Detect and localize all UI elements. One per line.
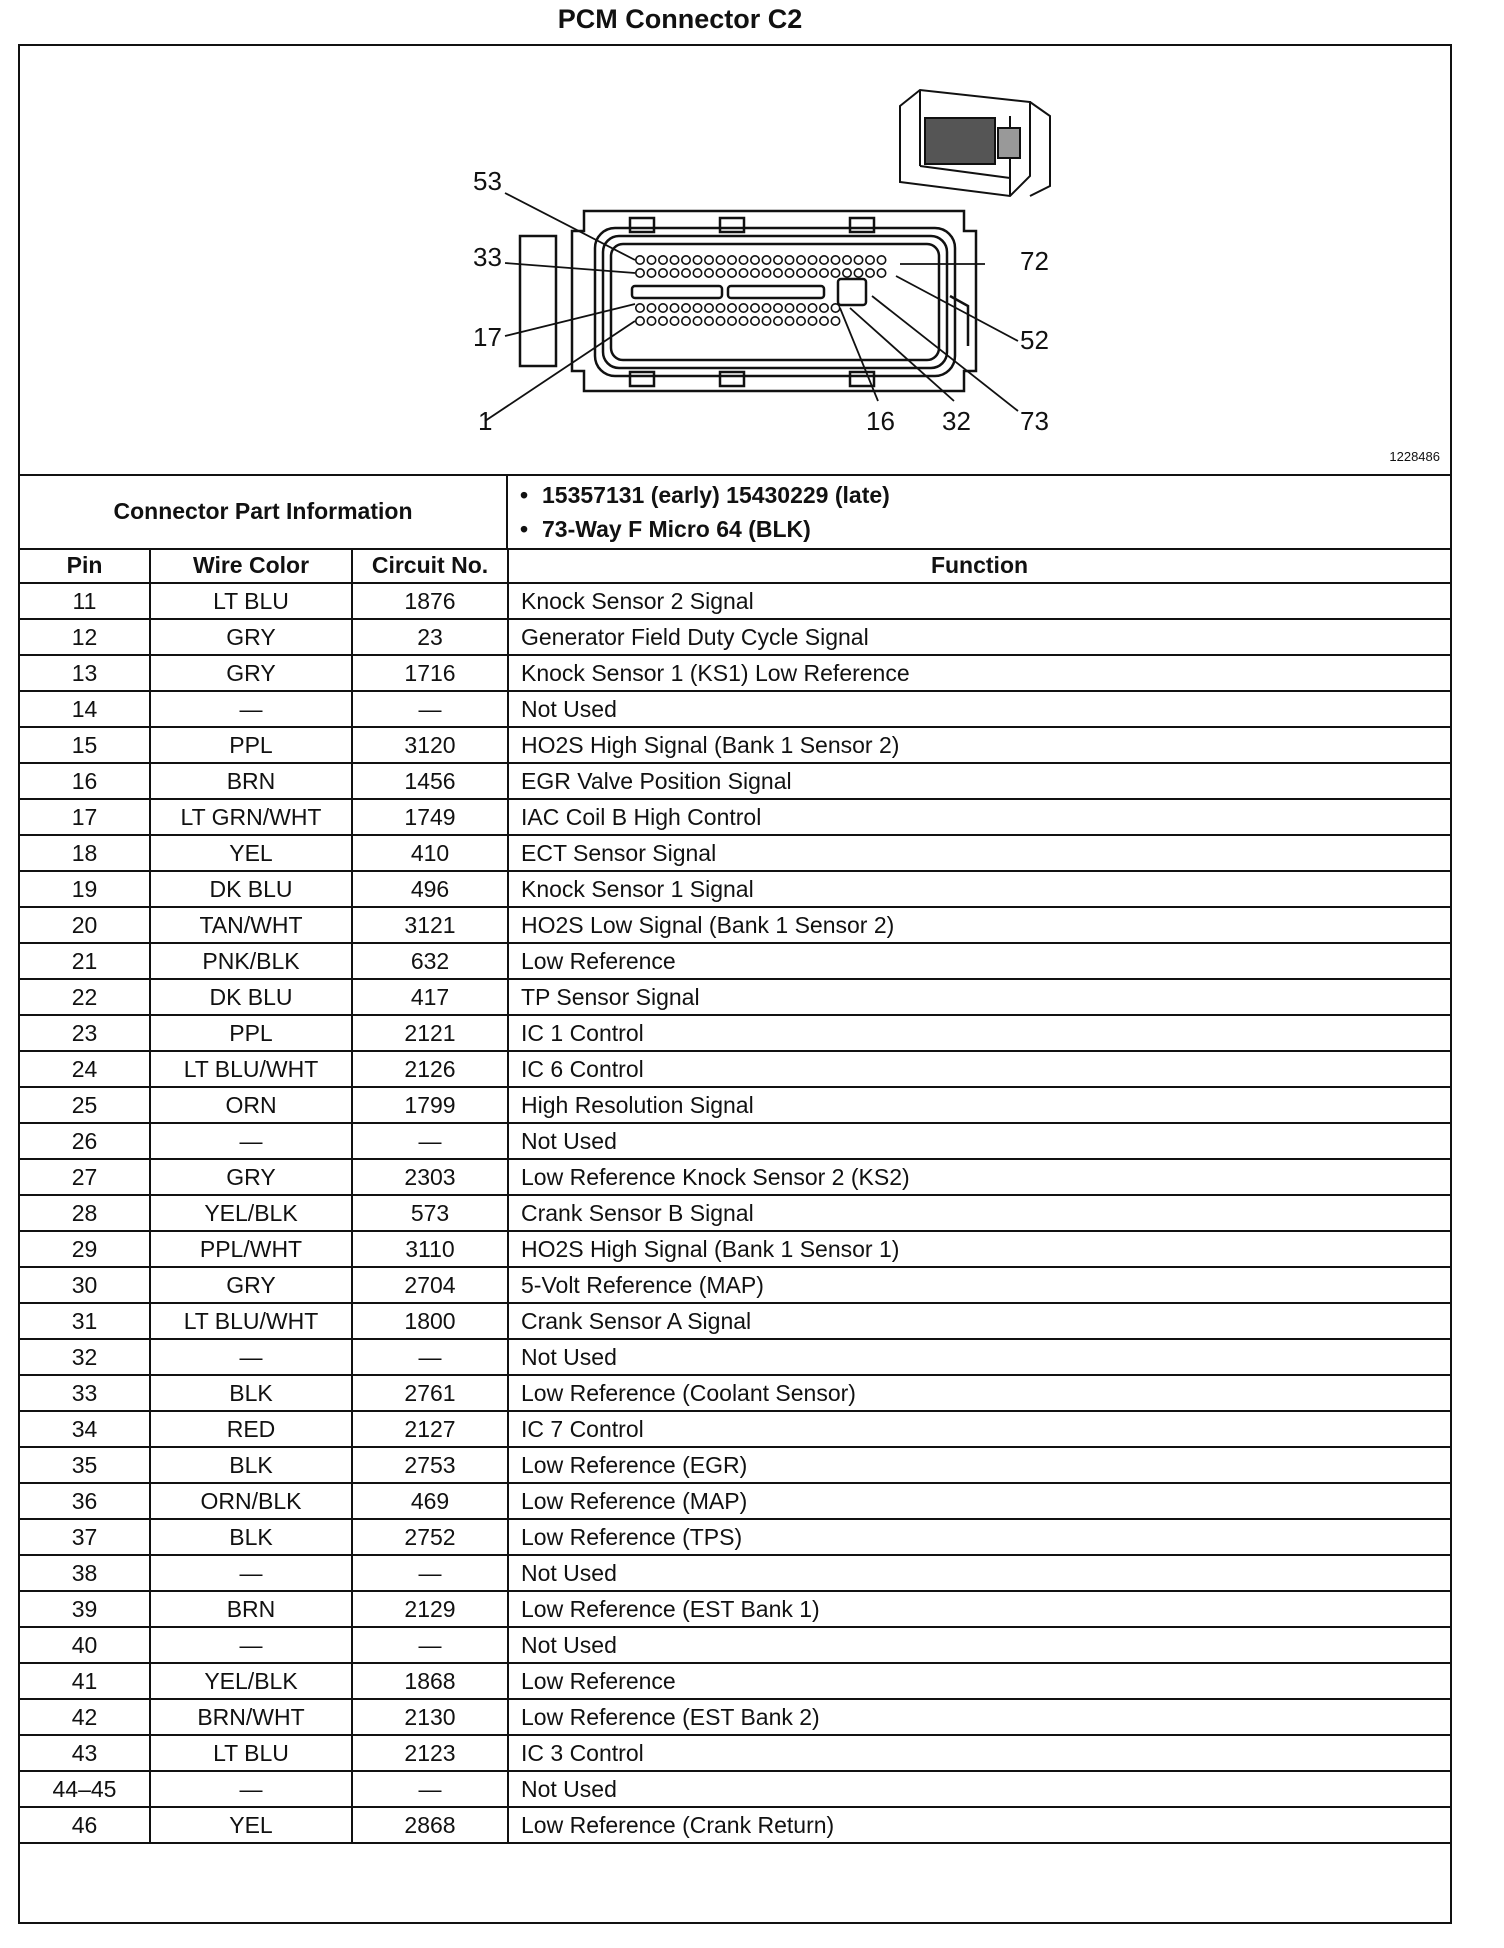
wire-color-cell: GRY xyxy=(150,619,352,655)
connector-3d-icon xyxy=(900,90,1050,196)
table-row xyxy=(20,763,1450,799)
circuit-no-cell: 410 xyxy=(352,835,508,871)
connector-drawing xyxy=(20,46,1450,472)
callout-53: 53 xyxy=(473,166,502,196)
pin-cavity xyxy=(739,317,747,325)
pin-cavity xyxy=(716,256,724,264)
function-cell: 5-Volt Reference (MAP) xyxy=(508,1267,1450,1303)
pin-cell: 11 xyxy=(20,583,150,619)
pin-cavity xyxy=(785,317,793,325)
pin-cavity xyxy=(647,317,655,325)
pin-cell: 32 xyxy=(20,1339,150,1375)
function-cell: IC 7 Control xyxy=(508,1411,1450,1447)
connector-face xyxy=(520,211,976,391)
wire-color-cell: YEL xyxy=(150,835,352,871)
pin-cavity xyxy=(820,317,828,325)
part-number: • 15357131 (early) 15430229 (late) xyxy=(542,478,1450,512)
pin-cavity xyxy=(728,304,736,312)
circuit-no-cell: 2303 xyxy=(352,1159,508,1195)
wire-color-cell: — xyxy=(150,1627,352,1663)
pin-cavity xyxy=(866,256,874,264)
pin-cavity xyxy=(797,304,805,312)
pin-cavity xyxy=(705,317,713,325)
table-row xyxy=(20,655,1450,691)
circuit-no-cell: 2753 xyxy=(352,1447,508,1483)
function-cell: Not Used xyxy=(508,1123,1450,1159)
part-info-list xyxy=(508,474,1450,548)
pin-cavity xyxy=(636,269,644,277)
wire-color-cell: BLK xyxy=(150,1519,352,1555)
function-cell: ECT Sensor Signal xyxy=(508,835,1450,871)
function-cell: Low Reference xyxy=(508,1663,1450,1699)
figure-id: 1228486 xyxy=(1389,449,1440,464)
pin-cavity xyxy=(682,256,690,264)
wire-color-cell: YEL xyxy=(150,1807,352,1843)
pin-cavity xyxy=(843,269,851,277)
function-cell: Not Used xyxy=(508,1555,1450,1591)
pin-cavity xyxy=(716,304,724,312)
pin-cavity xyxy=(705,304,713,312)
table-row xyxy=(20,1627,1450,1663)
wire-color-cell: DK BLU xyxy=(150,871,352,907)
pin-cavity xyxy=(751,317,759,325)
pin-grid xyxy=(636,256,886,325)
wire-color-cell: DK BLU xyxy=(150,979,352,1015)
pinout-table xyxy=(20,548,1450,1844)
table-row xyxy=(20,691,1450,727)
pin-cell: 23 xyxy=(20,1015,150,1051)
wire-color-cell: LT BLU xyxy=(150,583,352,619)
wire-color-cell: LT BLU xyxy=(150,1735,352,1771)
pin-cavity xyxy=(820,269,828,277)
circuit-no-cell: 2868 xyxy=(352,1807,508,1843)
pin-cavity xyxy=(659,317,667,325)
pin-cell: 43 xyxy=(20,1735,150,1771)
pin-cell: 20 xyxy=(20,907,150,943)
pin-cavity xyxy=(705,256,713,264)
pin-cavity xyxy=(659,269,667,277)
table-row xyxy=(20,1087,1450,1123)
function-cell: Low Reference (MAP) xyxy=(508,1483,1450,1519)
function-cell: TP Sensor Signal xyxy=(508,979,1450,1015)
pin-cavity xyxy=(647,269,655,277)
function-cell: Not Used xyxy=(508,691,1450,727)
table-row xyxy=(20,1267,1450,1303)
pin-cavity xyxy=(762,304,770,312)
table-row xyxy=(20,1771,1450,1807)
pin-cell: 18 xyxy=(20,835,150,871)
connector-diagram xyxy=(20,46,1450,476)
circuit-no-cell: 3121 xyxy=(352,907,508,943)
pin-cavity xyxy=(797,269,805,277)
table-row xyxy=(20,1159,1450,1195)
function-cell: HO2S High Signal (Bank 1 Sensor 1) xyxy=(508,1231,1450,1267)
pin-cell: 25 xyxy=(20,1087,150,1123)
pin-cavity xyxy=(785,269,793,277)
circuit-no-cell: 496 xyxy=(352,871,508,907)
pin-cell: 36 xyxy=(20,1483,150,1519)
function-cell: IAC Coil B High Control xyxy=(508,799,1450,835)
table-row xyxy=(20,871,1450,907)
pin-cavity xyxy=(636,304,644,312)
header-pin: Pin xyxy=(20,548,150,583)
pin-cell: 21 xyxy=(20,943,150,979)
callout-1: 1 xyxy=(478,406,493,436)
wire-color-cell: — xyxy=(150,1771,352,1807)
function-cell: Knock Sensor 2 Signal xyxy=(508,583,1450,619)
pin-cavity xyxy=(636,256,644,264)
wire-color-cell: PPL xyxy=(150,727,352,763)
circuit-no-cell: — xyxy=(352,1771,508,1807)
callout-52: 52 xyxy=(1020,325,1049,355)
circuit-no-cell: 2121 xyxy=(352,1015,508,1051)
pin-cavity xyxy=(808,317,816,325)
table-row xyxy=(20,1375,1450,1411)
function-cell: IC 1 Control xyxy=(508,1015,1450,1051)
part-info-label: Connector Part Information xyxy=(20,474,508,548)
header-function: Function xyxy=(508,548,1450,583)
pin-cavity xyxy=(785,256,793,264)
pin-cavity xyxy=(797,317,805,325)
header-circuit-no: Circuit No. xyxy=(352,548,508,583)
table-row xyxy=(20,1555,1450,1591)
pin-cavity xyxy=(682,317,690,325)
pin-cavity xyxy=(808,304,816,312)
pin-cavity xyxy=(820,256,828,264)
pin-cavity xyxy=(854,269,862,277)
circuit-no-cell: 2761 xyxy=(352,1375,508,1411)
pin-cell: 33 xyxy=(20,1375,150,1411)
function-cell: Not Used xyxy=(508,1627,1450,1663)
pin-cavity xyxy=(762,269,770,277)
function-cell: Not Used xyxy=(508,1771,1450,1807)
pin-cavity xyxy=(693,304,701,312)
pin-cavity xyxy=(831,304,839,312)
pin-cavity xyxy=(693,269,701,277)
table-header-row xyxy=(20,548,1450,583)
wire-color-cell: RED xyxy=(150,1411,352,1447)
function-cell: Knock Sensor 1 Signal xyxy=(508,871,1450,907)
pin-cavity xyxy=(751,256,759,264)
pin-cell: 35 xyxy=(20,1447,150,1483)
wire-color-cell: BLK xyxy=(150,1375,352,1411)
pin-cavity xyxy=(831,256,839,264)
pin-cavity xyxy=(866,269,874,277)
function-cell: Low Reference (Crank Return) xyxy=(508,1807,1450,1843)
pin-cavity xyxy=(739,269,747,277)
pin-cavity xyxy=(716,269,724,277)
wire-color-cell: TAN/WHT xyxy=(150,907,352,943)
wire-color-cell: BLK xyxy=(150,1447,352,1483)
table-row xyxy=(20,1483,1450,1519)
pin-cavity xyxy=(670,317,678,325)
wire-color-cell: — xyxy=(150,691,352,727)
connector-sheet xyxy=(18,44,1452,1924)
pin-cavity xyxy=(774,256,782,264)
pin-cavity xyxy=(728,317,736,325)
pin-cell: 46 xyxy=(20,1807,150,1843)
pin-cell: 37 xyxy=(20,1519,150,1555)
circuit-no-cell: 1749 xyxy=(352,799,508,835)
table-row xyxy=(20,979,1450,1015)
part-description: • 73-Way F Micro 64 (BLK) xyxy=(542,512,1450,546)
pin-cell: 13 xyxy=(20,655,150,691)
table-row xyxy=(20,1663,1450,1699)
pin-cavity xyxy=(808,256,816,264)
table-row xyxy=(20,1015,1450,1051)
circuit-no-cell: 1800 xyxy=(352,1303,508,1339)
pin-cavity xyxy=(820,304,828,312)
function-cell: Low Reference (TPS) xyxy=(508,1519,1450,1555)
table-row xyxy=(20,1519,1450,1555)
callout-73-right: 73 xyxy=(1020,406,1049,436)
function-cell: Low Reference (EST Bank 1) xyxy=(508,1591,1450,1627)
callout-17: 17 xyxy=(473,322,502,352)
pin-cavity xyxy=(728,256,736,264)
wire-color-cell: — xyxy=(150,1339,352,1375)
circuit-no-cell: 2130 xyxy=(352,1699,508,1735)
pin-cell: 19 xyxy=(20,871,150,907)
function-cell: Low Reference Knock Sensor 2 (KS2) xyxy=(508,1159,1450,1195)
pin-cavity xyxy=(762,256,770,264)
wire-color-cell: BRN xyxy=(150,763,352,799)
table-row xyxy=(20,799,1450,835)
table-row xyxy=(20,943,1450,979)
circuit-no-cell: 2129 xyxy=(352,1591,508,1627)
circuit-no-cell: 3110 xyxy=(352,1231,508,1267)
function-cell: Low Reference xyxy=(508,943,1450,979)
circuit-no-cell: 2127 xyxy=(352,1411,508,1447)
wire-color-cell: PNK/BLK xyxy=(150,943,352,979)
circuit-no-cell: — xyxy=(352,691,508,727)
wire-color-cell: GRY xyxy=(150,1267,352,1303)
pin-cavity xyxy=(728,269,736,277)
function-cell: Low Reference (EST Bank 2) xyxy=(508,1699,1450,1735)
pin-cavity xyxy=(854,256,862,264)
function-cell: Low Reference (Coolant Sensor) xyxy=(508,1375,1450,1411)
function-cell: Low Reference (EGR) xyxy=(508,1447,1450,1483)
table-row xyxy=(20,1807,1450,1843)
pin-cell: 14 xyxy=(20,691,150,727)
circuit-no-cell: 2126 xyxy=(352,1051,508,1087)
pin-cavity xyxy=(659,256,667,264)
pin-cavity xyxy=(659,304,667,312)
circuit-no-cell: — xyxy=(352,1555,508,1591)
pin-cavity xyxy=(808,269,816,277)
pin-cell: 42 xyxy=(20,1699,150,1735)
pin-cavity xyxy=(647,256,655,264)
function-cell: HO2S High Signal (Bank 1 Sensor 2) xyxy=(508,727,1450,763)
pin-cavity xyxy=(636,317,644,325)
header-wire-color: Wire Color xyxy=(150,548,352,583)
table-row xyxy=(20,1339,1450,1375)
pin-cavity xyxy=(774,269,782,277)
circuit-no-cell: — xyxy=(352,1627,508,1663)
wire-color-cell: ORN/BLK xyxy=(150,1483,352,1519)
table-row xyxy=(20,1123,1450,1159)
pin-cavity xyxy=(647,304,655,312)
circuit-no-cell: 2123 xyxy=(352,1735,508,1771)
wire-color-cell: — xyxy=(150,1555,352,1591)
table-row xyxy=(20,1303,1450,1339)
wire-color-cell: LT GRN/WHT xyxy=(150,799,352,835)
pin-cell: 16 xyxy=(20,763,150,799)
callout-16: 16 xyxy=(866,406,895,436)
connector-part-info xyxy=(20,474,1450,550)
pin-cavity xyxy=(739,304,747,312)
table-row xyxy=(20,1231,1450,1267)
callout-72: 72 xyxy=(1020,246,1049,276)
pin-cell: 39 xyxy=(20,1591,150,1627)
circuit-no-cell: 632 xyxy=(352,943,508,979)
table-row xyxy=(20,1051,1450,1087)
function-cell: IC 3 Control xyxy=(508,1735,1450,1771)
wire-color-cell: GRY xyxy=(150,1159,352,1195)
pin-cavity xyxy=(843,256,851,264)
table-row xyxy=(20,907,1450,943)
function-cell: Crank Sensor A Signal xyxy=(508,1303,1450,1339)
wire-color-cell: — xyxy=(150,1123,352,1159)
pin-cavity xyxy=(693,317,701,325)
pin-cell: 27 xyxy=(20,1159,150,1195)
pin-cavity xyxy=(831,269,839,277)
circuit-no-cell: — xyxy=(352,1339,508,1375)
pin-cavity xyxy=(739,256,747,264)
wire-color-cell: BRN xyxy=(150,1591,352,1627)
pin-cell: 30 xyxy=(20,1267,150,1303)
wire-color-cell: YEL/BLK xyxy=(150,1195,352,1231)
pin-cell: 15 xyxy=(20,727,150,763)
function-cell: High Resolution Signal xyxy=(508,1087,1450,1123)
pin-cell: 29 xyxy=(20,1231,150,1267)
table-row xyxy=(20,727,1450,763)
pin-cavity xyxy=(785,304,793,312)
table-row xyxy=(20,1591,1450,1627)
circuit-no-cell: 1799 xyxy=(352,1087,508,1123)
pin-cavity xyxy=(693,256,701,264)
pin-cell: 22 xyxy=(20,979,150,1015)
wire-color-cell: PPL xyxy=(150,1015,352,1051)
circuit-no-cell: 1716 xyxy=(352,655,508,691)
wire-color-cell: LT BLU/WHT xyxy=(150,1051,352,1087)
circuit-no-cell: 417 xyxy=(352,979,508,1015)
pin-cavity xyxy=(716,317,724,325)
table-row xyxy=(20,1699,1450,1735)
pin-cavity xyxy=(877,256,885,264)
function-cell: IC 6 Control xyxy=(508,1051,1450,1087)
pin-cavity xyxy=(762,317,770,325)
pin-cavity xyxy=(751,269,759,277)
pin-cell: 26 xyxy=(20,1123,150,1159)
wire-color-cell: ORN xyxy=(150,1087,352,1123)
pin-cavity xyxy=(877,269,885,277)
pin-cavity xyxy=(751,304,759,312)
circuit-no-cell: 23 xyxy=(352,619,508,655)
function-cell: EGR Valve Position Signal xyxy=(508,763,1450,799)
pin-cavity xyxy=(670,304,678,312)
pin-cell: 41 xyxy=(20,1663,150,1699)
pin-cavity xyxy=(831,317,839,325)
callout-32: 32 xyxy=(942,406,971,436)
table-row xyxy=(20,1735,1450,1771)
wire-color-cell: LT BLU/WHT xyxy=(150,1303,352,1339)
pin-cavity xyxy=(682,269,690,277)
circuit-no-cell: 1876 xyxy=(352,583,508,619)
pin-cell: 38 xyxy=(20,1555,150,1591)
pin-cell: 34 xyxy=(20,1411,150,1447)
pin-cell: 24 xyxy=(20,1051,150,1087)
pin-cavity xyxy=(774,304,782,312)
pin-cell: 40 xyxy=(20,1627,150,1663)
circuit-no-cell: 469 xyxy=(352,1483,508,1519)
pin-cavity xyxy=(682,304,690,312)
table-row xyxy=(20,583,1450,619)
callout-33: 33 xyxy=(473,242,502,272)
circuit-no-cell: 1868 xyxy=(352,1663,508,1699)
circuit-no-cell: — xyxy=(352,1123,508,1159)
circuit-no-cell: 2704 xyxy=(352,1267,508,1303)
pin-cavity xyxy=(670,256,678,264)
wire-color-cell: YEL/BLK xyxy=(150,1663,352,1699)
function-cell: Generator Field Duty Cycle Signal xyxy=(508,619,1450,655)
pin-cell: 31 xyxy=(20,1303,150,1339)
circuit-no-cell: 3120 xyxy=(352,727,508,763)
function-cell: HO2S Low Signal (Bank 1 Sensor 2) xyxy=(508,907,1450,943)
table-row xyxy=(20,619,1450,655)
table-row xyxy=(20,1195,1450,1231)
pin-cell: 17 xyxy=(20,799,150,835)
function-cell: Crank Sensor B Signal xyxy=(508,1195,1450,1231)
page-title: PCM Connector C2 xyxy=(557,4,803,34)
function-cell: Not Used xyxy=(508,1339,1450,1375)
circuit-no-cell: 573 xyxy=(352,1195,508,1231)
wire-color-cell: GRY xyxy=(150,655,352,691)
wire-color-cell: PPL/WHT xyxy=(150,1231,352,1267)
pin-cell: 44–45 xyxy=(20,1771,150,1807)
pin-cavity xyxy=(797,256,805,264)
pin-cavity xyxy=(774,317,782,325)
pin-cell: 12 xyxy=(20,619,150,655)
function-cell: Knock Sensor 1 (KS1) Low Reference xyxy=(508,655,1450,691)
circuit-no-cell: 1456 xyxy=(352,763,508,799)
circuit-no-cell: 2752 xyxy=(352,1519,508,1555)
pin-cavity xyxy=(705,269,713,277)
wire-color-cell: BRN/WHT xyxy=(150,1699,352,1735)
table-row xyxy=(20,835,1450,871)
pin-cell: 28 xyxy=(20,1195,150,1231)
table-row xyxy=(20,1447,1450,1483)
table-row xyxy=(20,1411,1450,1447)
pin-cavity xyxy=(670,269,678,277)
